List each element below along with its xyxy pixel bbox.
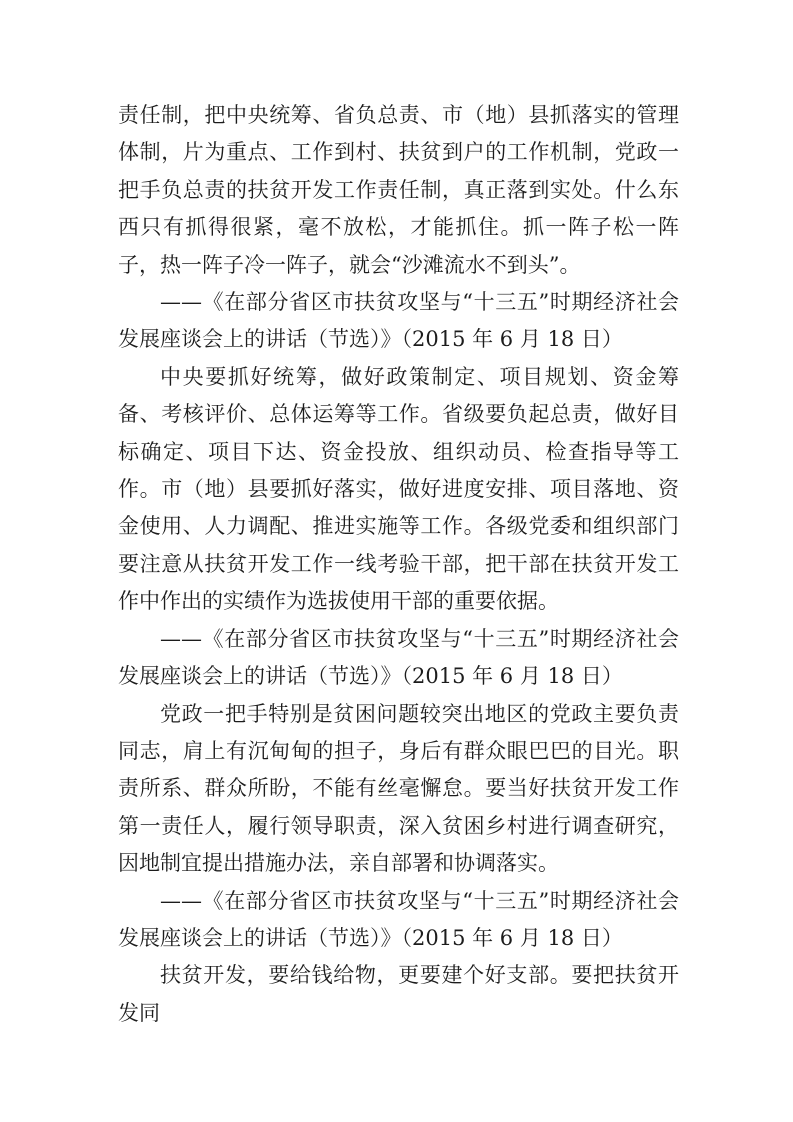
body-paragraph: 党政一把手特别是贫困问题较突出地区的党政主要负责同志，肩上有沉甸甸的担子，身后有群众眼巴巴的目光。职责所系、群众所盼，不能有丝毫懈怠。要当好扶贫开发工作第一责任人，履行领导职责，深入贫困乡村进行调查研究，因地制宜提出措施办法，亲自部署和协调落实。	[118, 701, 679, 876]
text-column	[118, 97, 679, 1032]
citation-line: ——《在部分省区市扶贫攻坚与“十三五”时期经济社会发展座谈会上的讲话（节选）》（2015 年 6 月 18 日）	[118, 888, 679, 950]
body-paragraph-continued: 责任制，把中央统筹、省负总责、市（地）县抓落实的管理体制，片为重点、工作到村、扶贫到户的工作机制，党政一把手负总责的扶贫开发工作责任制，真正落到实处。什么东西只有抓得很紧，毫不放松，才能抓住。抓一阵子松一阵子，热一阵子冷一阵子，就会“沙滩流水不到头”。	[118, 103, 679, 277]
citation-line: ——《在部分省区市扶贫攻坚与“十三五”时期经济社会发展座谈会上的讲话（节选）》（2015 年 6 月 18 日）	[118, 626, 679, 689]
body-paragraph: 中央要抓好统筹，做好政策制定、项目规划、资金筹备、考核评价、总体运筹等工作。省级要负起总责，做好目标确定、项目下达、资金投放、组织动员、检查指导等工作。市（地）县要抓好落实，做好进度安排、项目落地、资金使用、人力调配、推进实施等工作。各级党委和组织部门要注意从扶贫开发工作一线考验干部，把干部在扶贫开发工作中作出的实绩作为选拔使用干部的重要依据。	[118, 364, 679, 614]
citation-line: ——《在部分省区市扶贫攻坚与“十三五”时期经济社会发展座谈会上的讲话（节选）》（2015 年 6 月 18 日）	[118, 290, 679, 352]
body-paragraph-partial: 扶贫开发，要给钱给物，更要建个好支部。要把扶贫开发同	[118, 963, 679, 1025]
